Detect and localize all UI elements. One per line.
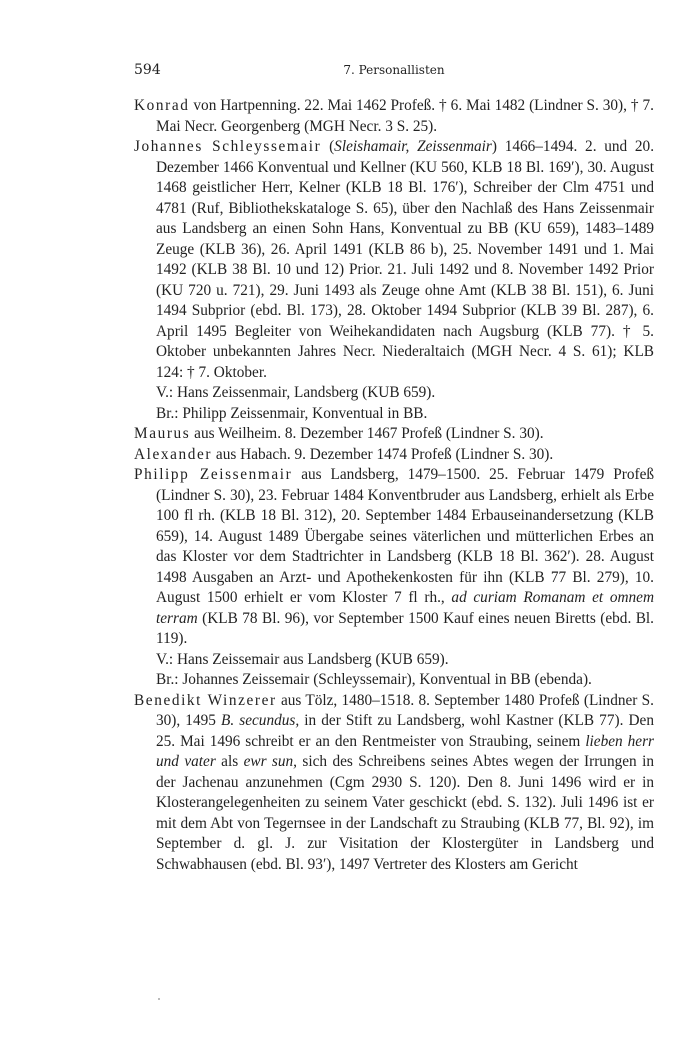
entry-maurus bbox=[134, 424, 654, 445]
entry-text: von Hartpenning. 22. Mai 1462 Profeß. † 6. Mai 1482 (Lindner S. 30), † 7. Mai Necr. Georgenberg (MGH Necr. 3 S. 25). bbox=[156, 97, 654, 135]
italic-text: ad curiam Romanam et omnem terram bbox=[156, 589, 654, 627]
person-name: Johannes Schleyssemair bbox=[134, 138, 322, 155]
entry-johannes-father: V.: Hans Zeissenmair, Landsberg (KUB 659). bbox=[156, 384, 436, 401]
entry-alexander bbox=[134, 445, 654, 466]
italic-text: ewr sun, bbox=[243, 753, 297, 770]
running-title: 7. Personallisten bbox=[343, 63, 445, 77]
scan-speck bbox=[158, 998, 160, 1000]
entry-text: ) 1466–1494. 2. und 20. Dezember 1466 Konventual und Kellner (KU 560, KLB 18 Bl. 169′), 30. August 1468 geistlicher Herr, Kelner (KLB 18 Bl. 176′), Schreiber der Clm 4751 und 4781 (Ruf, Bibliothekskataloge S. 65), über den Nachlaß des Hans Zeissenmair aus Landsberg an einen Sohn Hans, Konventual zu BB (KU 659), 1483–1489 Zeuge (KLB 36), 26. April 1491 (KLB 86 b), 25. November 1491 und 1. Mai 1492 (KLB 38 Bl. 10 und 12) Prior. 21. Juli 1492 und 8. November 1492 Prior (KU 720 u. 721), 29. Juni 1493 als Zeuge ohne Amt (KLB 38 Bl. 151), 6. Juni 1494 Subprior (ebd. Bl. 173), 28. Oktober 1494 Subprior (KLB 39 Bl. 287), 6. April 1495 Begleiter von Weihekandidaten nach Augsburg (KLB 77). † 5. Oktober unbekannten Jahres Necr. Niederaltaich (MGH Necr. 4 S. 61); KLB 124: † 7. Oktober. bbox=[156, 138, 655, 381]
italic-text: B. secundus, bbox=[221, 712, 300, 729]
entry-text: aus Tölz, 1480–1518. 8. September 1480 Profeß (Lindner S. 30), 1495 bbox=[156, 691, 654, 729]
italic-text: Sleishamair, Zeissenmair bbox=[334, 138, 492, 155]
italic-text: lieben herr und vater bbox=[156, 732, 654, 770]
entry-philipp bbox=[134, 465, 654, 650]
entry-text: ( bbox=[321, 138, 335, 155]
entry-text: als bbox=[215, 753, 244, 770]
entry-johannes-brother: Br.: Philipp Zeissenmair, Konventual in BB. bbox=[156, 404, 428, 422]
entry-johannes bbox=[134, 137, 654, 383]
entry-text: aus Landsberg, 1479–1500. 25. Februar 1479 Profeß (Lindner S. 30), 23. Februar 1484 Konventbruder aus Landsberg, erhielt als Erbe 100 fl rh. (KLB 18 Bl. 312), 20. September 1484 Erbauseinandersetzung (KLB 659), 14. August 1489 Übergabe seines väterlichen und mütterlichen Erbes an das Kloster vor dem Stadtrichter in Landsberg (KLB 18 Bl. 362′). 28. August 1498 Ausgaben an Arzt- und Apothekenkosten für ihn (KLB 77 Bl. 279), 10. August 1500 erhielt er vom Kloster 7 fl rh., bbox=[156, 466, 655, 606]
body-text bbox=[134, 96, 654, 875]
person-name: Benedikt Winzerer bbox=[134, 691, 277, 709]
entry-text: aus Habach. 9. Dezember 1474 Profeß (Lindner S. 30). bbox=[212, 445, 554, 463]
entry-text: sich des Schreibens seines Abtes wegen der Irrungen in der Jachenau anzunehmen (Cgm 2930 S. 120). Den 8. Juni 1496 wird er in Klosterangelegenheiten zu seinem Vater geschickt (ebd. S. 132). Juli 1496 ist er mit dem Abt von Tegernsee in der Landschaft zu Straubing (KLB 77, Bl. 92), im September d. gl. J. zur Visitation der Klostergüter in Landsberg und Schwabhausen (ebd. Bl. 93′), 1497 Vertreter des Klosters am Gericht bbox=[156, 753, 654, 873]
person-name: Philipp Zeissenmair bbox=[134, 466, 293, 483]
entry-konrad bbox=[134, 96, 654, 137]
entry-text: in der Stift zu Landsberg, wohl Kastner (KLB 77). Den 25. Mai 1496 schreibt er an den Rentmeister von Straubing, seinem bbox=[156, 712, 654, 750]
person-name: Alexander bbox=[134, 445, 213, 463]
entry-philipp-brother: Br.: Johannes Zeissemair (Schleyssemair), Konventual in BB (ebenda). bbox=[156, 671, 592, 688]
page-number: 594 bbox=[134, 62, 161, 78]
entry-benedikt bbox=[134, 691, 654, 876]
page-header bbox=[134, 62, 654, 82]
entry-text: (KLB 78 Bl. 96), vor September 1500 Kauf eines neuen Biretts (ebd. Bl. 119). bbox=[156, 609, 654, 647]
entry-text: aus Weilheim. 8. Dezember 1467 Profeß (Lindner S. 30). bbox=[190, 425, 544, 442]
person-name: Konrad bbox=[134, 97, 190, 114]
entry-philipp-father: V.: Hans Zeissemair aus Landsberg (KUB 659). bbox=[156, 650, 449, 668]
person-name: Maurus bbox=[134, 425, 191, 442]
